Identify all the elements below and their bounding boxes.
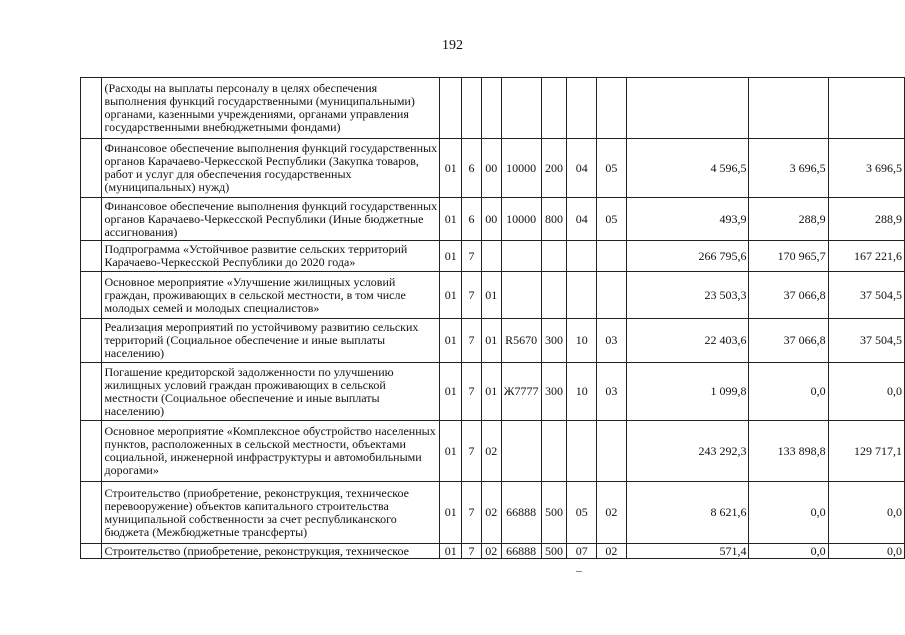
amount-cell: 3 696,5: [828, 139, 904, 198]
code-cell: [481, 241, 501, 272]
code-cell: 7: [462, 482, 482, 544]
row-description: (Расходы на выплаты персоналу в целях обеспечения выполнения функций государственными (муниципальными) органами, казенными учреждениями, органами управления государственными внебюджетными фондами): [102, 78, 440, 139]
blank-cell: [81, 241, 102, 272]
amount-cell: 3 696,5: [749, 139, 828, 198]
code-cell: 500: [541, 482, 567, 544]
code-cell: 6: [462, 198, 482, 241]
code-cell: Ж7777: [501, 363, 541, 421]
table-row: [81, 544, 905, 559]
row-description: Финансовое обеспечение выполнения функций государственных органов Карачаево-Черкесской Республики (Закупка товаров, работ и услуг для обеспечения государственных (муниципальных) нужд): [102, 139, 440, 198]
code-cell: 02: [481, 421, 501, 482]
table-body: [81, 78, 905, 559]
code-cell: 300: [541, 319, 567, 363]
code-cell: 01: [440, 363, 462, 421]
code-cell: 01: [440, 482, 462, 544]
code-cell: 10000: [501, 139, 541, 198]
table-row: [81, 78, 905, 139]
code-cell: [597, 272, 627, 319]
code-cell: 01: [440, 544, 462, 559]
amount-cell: 37 066,8: [749, 272, 828, 319]
code-cell: 03: [597, 363, 627, 421]
code-cell: 01: [481, 363, 501, 421]
table-row: [81, 139, 905, 198]
scan-mark: [576, 571, 582, 572]
code-cell: 500: [541, 544, 567, 559]
row-description: Финансовое обеспечение выполнения функций государственных органов Карачаево-Черкесской Республики (Иные бюджетные ассигнования): [102, 198, 440, 241]
code-cell: 300: [541, 363, 567, 421]
code-cell: [501, 272, 541, 319]
amount-cell: 571,4: [626, 544, 749, 559]
code-cell: [597, 241, 627, 272]
amount-cell: 493,9: [626, 198, 749, 241]
code-cell: 01: [440, 241, 462, 272]
amount-cell: [828, 78, 904, 139]
code-cell: 66888: [501, 482, 541, 544]
code-cell: 05: [597, 198, 627, 241]
code-cell: 7: [462, 363, 482, 421]
code-cell: 6: [462, 139, 482, 198]
code-cell: 02: [481, 544, 501, 559]
blank-cell: [81, 363, 102, 421]
code-cell: 01: [440, 139, 462, 198]
table-row: [81, 363, 905, 421]
blank-cell: [81, 272, 102, 319]
amount-cell: 0,0: [749, 482, 828, 544]
code-cell: 05: [597, 139, 627, 198]
amount-cell: 22 403,6: [626, 319, 749, 363]
code-cell: [541, 421, 567, 482]
row-description: Основное мероприятие «Улучшение жилищных условий граждан, проживающих в сельской местности, в том числе молодых семей и молодых специалистов»: [102, 272, 440, 319]
code-cell: 03: [597, 319, 627, 363]
code-cell: 01: [440, 421, 462, 482]
amount-cell: [749, 78, 828, 139]
budget-table: [80, 77, 905, 559]
amount-cell: 243 292,3: [626, 421, 749, 482]
amount-cell: 170 965,7: [749, 241, 828, 272]
amount-cell: 133 898,8: [749, 421, 828, 482]
code-cell: 01: [481, 319, 501, 363]
code-cell: 01: [481, 272, 501, 319]
amount-cell: 37 066,8: [749, 319, 828, 363]
table-row: [81, 241, 905, 272]
code-cell: [501, 241, 541, 272]
amount-cell: 37 504,5: [828, 272, 904, 319]
code-cell: 7: [462, 421, 482, 482]
amount-cell: 4 596,5: [626, 139, 749, 198]
code-cell: 01: [440, 272, 462, 319]
row-description: Подпрограмма «Устойчивое развитие сельских территорий Карачаево-Черкесской Республики до 2020 года»: [102, 241, 440, 272]
code-cell: 10: [567, 319, 597, 363]
code-cell: [501, 78, 541, 139]
code-cell: 05: [567, 482, 597, 544]
blank-cell: [81, 139, 102, 198]
code-cell: R5670: [501, 319, 541, 363]
code-cell: [462, 78, 482, 139]
code-cell: 800: [541, 198, 567, 241]
code-cell: [567, 78, 597, 139]
code-cell: [541, 272, 567, 319]
code-cell: 200: [541, 139, 567, 198]
table-row: [81, 421, 905, 482]
code-cell: 02: [481, 482, 501, 544]
code-cell: 10: [567, 363, 597, 421]
row-description: Строительство (приобретение, реконструкция, техническое перевооружение) объектов капитального строительства муниципальной собственности за счет республиканского бюджета (Межбюджетные трансферты): [102, 482, 440, 544]
table-row: [81, 198, 905, 241]
amount-cell: 0,0: [749, 544, 828, 559]
amount-cell: 288,9: [749, 198, 828, 241]
code-cell: [567, 272, 597, 319]
blank-cell: [81, 421, 102, 482]
blank-cell: [81, 198, 102, 241]
blank-cell: [81, 78, 102, 139]
code-cell: 00: [481, 198, 501, 241]
code-cell: [567, 421, 597, 482]
code-cell: [541, 241, 567, 272]
code-cell: 04: [567, 139, 597, 198]
row-description: Строительство (приобретение, реконструкция, техническое: [102, 544, 440, 559]
amount-cell: 0,0: [828, 544, 904, 559]
code-cell: 7: [462, 241, 482, 272]
code-cell: 7: [462, 319, 482, 363]
code-cell: 7: [462, 272, 482, 319]
blank-cell: [81, 544, 102, 559]
code-cell: 66888: [501, 544, 541, 559]
row-description: Реализация мероприятий по устойчивому развитию сельских территорий (Социальное обеспечение и иные выплаты населению): [102, 319, 440, 363]
amount-cell: 23 503,3: [626, 272, 749, 319]
code-cell: 07: [567, 544, 597, 559]
code-cell: [440, 78, 462, 139]
amount-cell: 266 795,6: [626, 241, 749, 272]
code-cell: [597, 78, 627, 139]
code-cell: 02: [597, 482, 627, 544]
amount-cell: 0,0: [828, 363, 904, 421]
code-cell: [597, 421, 627, 482]
blank-cell: [81, 482, 102, 544]
amount-cell: 1 099,8: [626, 363, 749, 421]
table-row: [81, 272, 905, 319]
table-row: [81, 319, 905, 363]
code-cell: 01: [440, 319, 462, 363]
row-description: Основное мероприятие «Комплексное обустройство населенных пунктов, расположенных в сельской местности, объектами социальной, инженерной инфраструктуры и автомобильными дорогами»: [102, 421, 440, 482]
code-cell: 00: [481, 139, 501, 198]
amount-cell: 0,0: [828, 482, 904, 544]
code-cell: 01: [440, 198, 462, 241]
amount-cell: 37 504,5: [828, 319, 904, 363]
code-cell: 10000: [501, 198, 541, 241]
amount-cell: 129 717,1: [828, 421, 904, 482]
code-cell: [501, 421, 541, 482]
amount-cell: [626, 78, 749, 139]
code-cell: 7: [462, 544, 482, 559]
amount-cell: 167 221,6: [828, 241, 904, 272]
code-cell: 04: [567, 198, 597, 241]
amount-cell: 288,9: [828, 198, 904, 241]
code-cell: 02: [597, 544, 627, 559]
table-row: [81, 482, 905, 544]
row-description: Погашение кредиторской задолженности по улучшению жилищных условий граждан проживающих в сельской местности (Социальное обеспечение и иные выплаты населению): [102, 363, 440, 421]
blank-cell: [81, 319, 102, 363]
amount-cell: 8 621,6: [626, 482, 749, 544]
code-cell: [567, 241, 597, 272]
code-cell: [481, 78, 501, 139]
page-number: 192: [442, 38, 463, 53]
code-cell: [541, 78, 567, 139]
amount-cell: 0,0: [749, 363, 828, 421]
